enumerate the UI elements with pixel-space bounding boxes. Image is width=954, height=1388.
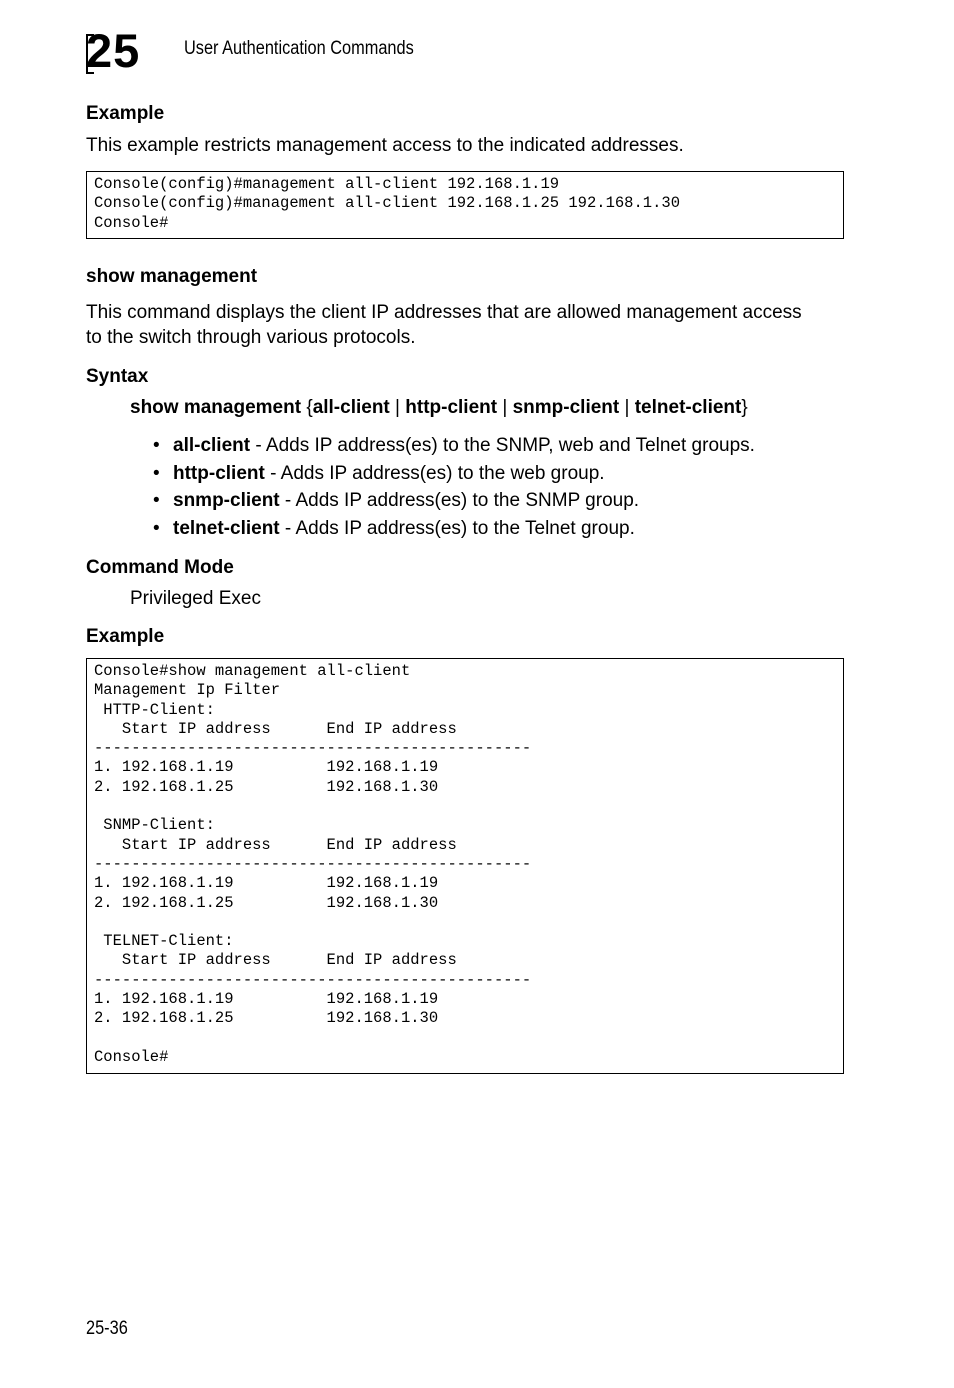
- syntax-line: [130, 395, 748, 420]
- syntax-heading: Syntax: [86, 366, 149, 387]
- example-description: This example restricts management access to the indicated addresses.: [86, 135, 684, 156]
- syntax-option-http-client: http-client: [405, 397, 498, 418]
- param-desc: - Adds IP address(es) to the Telnet group.: [284, 518, 635, 540]
- list-item: [153, 487, 755, 515]
- chapter-number: 25: [86, 24, 141, 77]
- command-mode-value: Privileged Exec: [130, 588, 261, 609]
- chapter-title: User Authentication Commands: [184, 38, 414, 59]
- param-desc: - Adds IP address(es) to the SNMP, web and Telnet groups.: [255, 435, 755, 456]
- parameter-list: [153, 432, 755, 543]
- param-name: snmp-client: [173, 490, 280, 512]
- bullet-icon: •: [153, 490, 160, 512]
- example-heading-2: Example: [86, 626, 165, 647]
- code-block-output: Console#show management all-client Management Ip Filter HTTP-Client: Start IP address End IP address ----------------------------------------------- 1. 192.168.1.19 192.168.1.19 2. 192.168.1.25 192.168.1.30 SNMP-Client: Start IP address End IP address ----------------------------------------------- 1. 192.168.1.19 192.168.1.19 2. 192.168.1.25 192.168.1.30 TELNET-Client: Start IP address End IP address ----------------------------------------------- 1. 192.168.1.19 192.168.1.19 2. 192.168.1.25 192.168.1.30 Console#: [86, 658, 844, 1074]
- list-item: [153, 460, 755, 488]
- syntax-close-brace: }: [741, 397, 748, 418]
- param-name: all-client: [173, 435, 251, 456]
- param-name: http-client: [173, 462, 265, 484]
- command-title: show management: [86, 266, 258, 287]
- param-desc: - Adds IP address(es) to the SNMP group.: [284, 490, 640, 512]
- syntax-option-telnet-client: telnet-client: [634, 397, 742, 418]
- page-number: 25-36: [86, 1318, 128, 1339]
- code-block-config: Console(config)#management all-client 192.168.1.19 Console(config)#management all-client 192.168.1.25 192.168.1.30 Console#: [86, 171, 844, 239]
- list-item: [153, 432, 755, 460]
- command-description: This command displays the client IP addresses that are allowed management access to the switch through various protocols.: [86, 302, 802, 348]
- syntax-open-brace: {: [306, 397, 313, 418]
- list-item: [153, 515, 755, 543]
- param-name: telnet-client: [173, 518, 280, 540]
- syntax-separator: |: [502, 397, 508, 418]
- bullet-icon: •: [153, 518, 160, 540]
- syntax-command: show management: [130, 397, 302, 418]
- syntax-option-snmp-client: snmp-client: [512, 397, 620, 418]
- bullet-icon: •: [153, 435, 160, 456]
- syntax-separator: |: [624, 397, 630, 418]
- command-mode-heading: Command Mode: [86, 557, 234, 578]
- example-heading-1: Example: [86, 103, 165, 124]
- bullet-icon: •: [153, 462, 160, 484]
- syntax-option-all-client: all-client: [312, 397, 390, 418]
- param-desc: - Adds IP address(es) to the web group.: [270, 462, 605, 484]
- syntax-separator: |: [395, 397, 400, 418]
